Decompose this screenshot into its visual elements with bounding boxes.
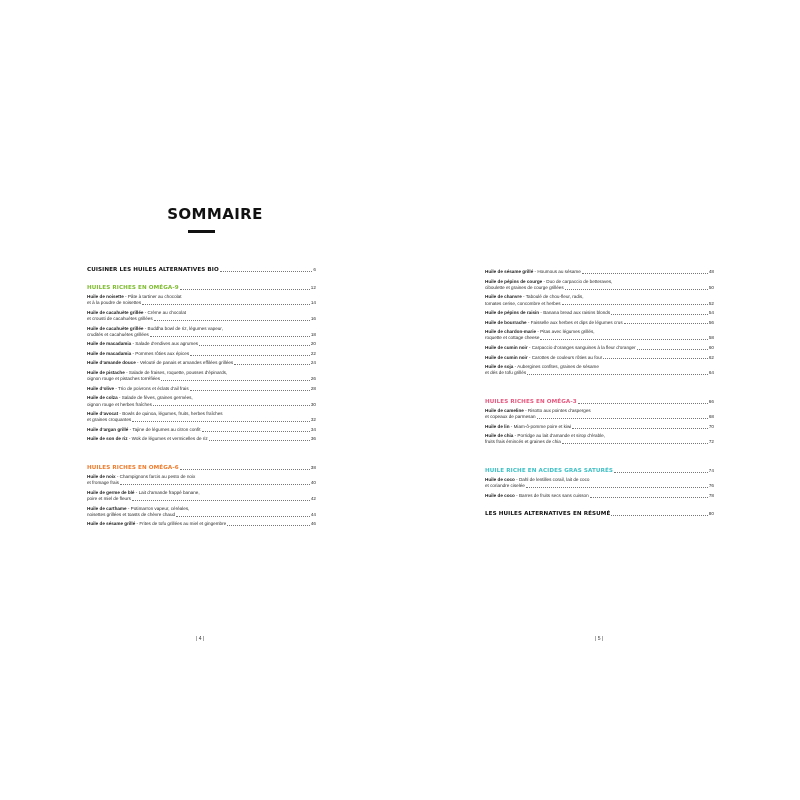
toc-entry[interactable] (87, 490, 316, 502)
toc-entry[interactable] (87, 506, 316, 518)
leader-dots (614, 472, 708, 473)
recipe-name: oignon rouge et pistaches torréfiées (87, 376, 161, 382)
recipe-name: - Trio de poivrons et éclats d’ail frais (114, 385, 189, 391)
toc-section-heading[interactable] (87, 266, 316, 273)
recipe-name: - Velouté de panais et amandes effilées grillées (135, 360, 234, 366)
oil-name: Huile de cacahuète grillée (87, 325, 144, 331)
entry-page: 56 (708, 319, 714, 325)
entry-page: 48 (708, 268, 714, 274)
spacer (485, 502, 714, 510)
entry-page: 36 (310, 436, 316, 442)
toc-entry[interactable] (485, 294, 714, 306)
toc-entry-line (87, 360, 316, 366)
page-number-right: | 5 | (595, 636, 604, 642)
section-title: LES HUILES ALTERNATIVES EN RÉSUMÉ (485, 511, 611, 518)
toc-entry-line (485, 310, 714, 316)
recipe-name: - Wok de légumes et vermicelles de riz (127, 436, 208, 442)
recipe-name: - Champignons farcis au pesto de noix (115, 474, 196, 480)
recipe-name: - Barres de fruits secs sans cuisson (514, 492, 589, 498)
entry-text (87, 496, 131, 502)
oil-name: Huile de cameline (485, 407, 524, 413)
section-title: HUILES RICHES EN OMÉGA-3 (485, 398, 577, 405)
toc-entry-line (485, 355, 714, 361)
toc-entry[interactable] (87, 310, 316, 322)
toc-entry[interactable] (485, 433, 714, 445)
title-underline (188, 230, 215, 233)
oil-name: Huile de son de riz (87, 436, 128, 442)
recipe-name: - Pommes rôties aux épices (131, 350, 190, 356)
entry-text (485, 345, 636, 351)
toc-section-heading[interactable] (485, 467, 714, 474)
recipe-name: - Potimarron vapeur, céréales, (126, 505, 190, 511)
recipe-name: - Lait d’amande frappé banane, (134, 489, 200, 495)
recipe-name: - Frites de tofu grillées au miel et gingembre (135, 521, 227, 527)
toc-entry-line (485, 370, 714, 376)
recipe-name: - Bowls de quinoa, légumes, fruits, herbes fraîches (118, 411, 223, 417)
oil-name: Huile de germe de blé (87, 489, 135, 495)
toc-entry-line (87, 427, 316, 433)
entry-text (87, 402, 152, 408)
entry-text (87, 427, 201, 433)
toc-entry[interactable] (87, 411, 316, 423)
toc-entry[interactable] (87, 386, 316, 392)
oil-name: Huile de cumin noir (485, 345, 528, 351)
leader-dots (199, 345, 310, 346)
toc-section-heading[interactable] (485, 510, 714, 517)
oil-name: Huile d’amande douce (87, 360, 136, 366)
toc-entry-line (87, 332, 316, 338)
toc-entry-line (485, 414, 714, 420)
oil-name: Huile d’avocat (87, 411, 119, 417)
spacer (87, 446, 316, 464)
entry-text (87, 351, 189, 357)
leader-dots (582, 273, 708, 274)
toc-entry-line (87, 521, 316, 527)
recipe-name: crudités et cacahuètes grillées (87, 331, 149, 337)
section-title: CUISINER LES HUILES ALTERNATIVES BIO (87, 266, 219, 273)
toc-entry[interactable] (485, 408, 714, 420)
section-page: 74 (708, 467, 714, 473)
entry-page: 54 (708, 310, 714, 316)
oil-name: Huile d’argan grillé (87, 426, 129, 432)
oil-name: Huile de chanvre (485, 294, 522, 300)
toc-entry-line (485, 483, 714, 489)
oil-name: Huile de sésame grillé (485, 268, 534, 274)
toc-entry[interactable] (87, 436, 316, 442)
oil-name: Huile de carthame (87, 505, 127, 511)
leader-dots (161, 380, 310, 381)
toc-entry[interactable] (485, 320, 714, 326)
spacer (485, 449, 714, 467)
toc-section-heading[interactable] (87, 284, 316, 291)
toc-entry-line (87, 316, 316, 322)
recipe-name: - Miam-ô-pomme poire et kiwi (509, 423, 572, 429)
toc-entry[interactable] (485, 364, 714, 376)
entry-text (87, 386, 189, 392)
leader-dots (153, 405, 310, 406)
toc-entry[interactable] (485, 269, 714, 275)
oil-name: Huile de chardon-marie (485, 329, 537, 335)
recipe-name: - Houmous au sésame (533, 268, 581, 274)
oil-name: Huile d’olive (87, 385, 115, 391)
entry-page: 76 (708, 483, 714, 489)
recipe-name: - Dahl de lentilles corail, lait de coco (514, 477, 590, 483)
leader-dots (624, 323, 708, 324)
recipe-name: - Salade de fraises, roquette, pousses d’épinards, (124, 370, 228, 376)
recipe-name: poire et miel de fleurs (87, 496, 131, 501)
recipe-name: - Duo de carpaccio de betteraves, (542, 278, 613, 284)
oil-name: Huile de coco (485, 492, 515, 498)
section-page: 66 (708, 398, 714, 404)
toc-entry[interactable] (87, 395, 316, 407)
toc-entry[interactable] (87, 370, 316, 382)
entry-text (485, 310, 610, 316)
toc-entry-line (485, 439, 714, 445)
toc-section-heading[interactable] (87, 464, 316, 471)
leader-dots (540, 339, 707, 340)
recipe-name: et coriandre ciselée (485, 483, 525, 489)
oil-name: Huile de chia (485, 433, 514, 439)
leader-dots (527, 374, 708, 375)
recipe-name: noisettes grillées et toasts de chèvre chaud (87, 511, 176, 517)
oil-name: Huile de noix (87, 474, 116, 480)
recipe-name: - Salade de fèves, graines germées, (117, 395, 193, 401)
oil-name: Huile de noisette (87, 293, 124, 299)
entry-page: 42 (310, 496, 316, 501)
toc-entry-line (87, 480, 316, 486)
toc-entry[interactable] (87, 294, 316, 306)
entry-text (87, 316, 153, 322)
recipe-name: - Risotto aux pointes d’asperges (523, 407, 591, 413)
leader-dots (637, 349, 708, 350)
recipe-name: oignon rouge et herbes fraîches (87, 401, 152, 407)
recipe-name: - Carottes de couleurs rôties au four (527, 354, 603, 360)
recipe-name: - Carpaccio d’oranges sanguines à la fleur d’oranger (527, 345, 636, 351)
toc-section-heading[interactable] (485, 398, 714, 405)
leader-dots (150, 336, 310, 337)
oil-name: Huile de macadamia (87, 341, 132, 347)
entry-text (485, 269, 581, 275)
section-page: 38 (310, 464, 316, 470)
toc-entry-line (87, 341, 316, 347)
recipe-name: - Porridge au lait d’amande et sirop d’érable, (513, 433, 606, 439)
toc-entry-line (87, 402, 316, 408)
entry-page: 28 (310, 385, 316, 391)
entry-text (485, 439, 561, 445)
oil-name: Huile de sésame grillé (87, 521, 136, 527)
section-page: 12 (310, 284, 316, 290)
toc-left-column (87, 266, 316, 531)
entry-page: 52 (708, 300, 714, 306)
entry-text (87, 300, 141, 306)
toc-entry-line (87, 436, 316, 442)
leader-dots (526, 487, 708, 488)
entry-text (485, 335, 539, 341)
section-page: 6 (313, 266, 316, 272)
entry-text (485, 493, 589, 499)
toc-entry[interactable] (87, 341, 316, 347)
leader-dots (176, 516, 310, 517)
toc-entry-line (485, 493, 714, 499)
leader-dots (227, 525, 310, 526)
leader-dots (572, 428, 708, 429)
entry-page: 22 (310, 350, 316, 356)
toc-entry-line (485, 301, 714, 307)
toc-entry[interactable] (87, 326, 316, 338)
toc-entry-line (485, 335, 714, 341)
entry-text (87, 341, 198, 347)
page-title: SOMMAIRE (167, 205, 263, 223)
recipe-name: et fromage frais (87, 480, 119, 486)
entry-page: 58 (708, 335, 714, 341)
recipe-name: - Faisselle aux herbes et dips de légumes crus (526, 319, 623, 325)
entry-page: 78 (708, 492, 714, 498)
toc-entry-line (87, 351, 316, 357)
leader-dots (537, 418, 708, 419)
entry-text (87, 512, 175, 518)
toc-entry[interactable] (485, 493, 714, 499)
toc-entry-line (485, 424, 714, 430)
toc-entry[interactable] (485, 424, 714, 430)
recipe-name: et copeaux de parmesan (485, 414, 536, 420)
toc-entry-line (87, 300, 316, 306)
entry-page: 50 (708, 284, 714, 290)
leader-dots (154, 320, 310, 321)
toc-entry[interactable] (87, 474, 316, 486)
entry-text (485, 320, 623, 326)
recipe-name: - Tajine de légumes au citron confit (128, 426, 201, 432)
toc-entry-line (87, 417, 316, 423)
recipe-name: tomates cerise, concombre et herbes (485, 300, 561, 306)
toc-entry-line (485, 345, 714, 351)
spacer (485, 380, 714, 398)
recipe-name: - Pâte à tartiner au chocolat (123, 293, 182, 299)
recipe-name: - Buddha bowl de riz, légumes vapeur, (143, 325, 223, 331)
toc-entry[interactable] (485, 329, 714, 341)
entry-page: 60 (708, 345, 714, 351)
recipe-name: ciboulette et graines de courge grillées (485, 284, 564, 290)
leader-dots (565, 289, 708, 290)
entry-text (87, 332, 149, 338)
entry-page: 70 (708, 423, 714, 429)
entry-text (87, 521, 226, 527)
entry-page: 40 (310, 480, 316, 486)
entry-page: 34 (310, 426, 316, 432)
leader-dots (180, 289, 310, 290)
leader-dots (611, 314, 708, 315)
leader-dots (202, 431, 310, 432)
recipe-name: fruits frais émincés et graines de chia (485, 439, 561, 445)
leader-dots (209, 440, 310, 441)
oil-name: Huile de macadamia (87, 350, 132, 356)
oil-name: Huile de pépins de courge (485, 278, 543, 284)
entry-page: 72 (708, 439, 714, 445)
entry-text (485, 424, 571, 430)
oil-name: Huile de lin (485, 423, 510, 429)
entry-page: 64 (708, 370, 714, 376)
recipe-name: - Crème au chocolat (143, 309, 187, 315)
entry-page: 14 (310, 300, 316, 306)
section-title: HUILES RICHES EN OMÉGA-9 (87, 284, 179, 291)
toc-entry[interactable] (87, 427, 316, 433)
toc-entry[interactable] (485, 310, 714, 316)
entry-text (485, 285, 564, 291)
recipe-name: - Pitas avec légumes grillés, (536, 329, 595, 335)
oil-name: Huile de colza (87, 395, 118, 401)
recipe-name: et crousti de cacahuètes grillées (87, 315, 153, 321)
entry-page: 46 (310, 521, 316, 527)
entry-page: 44 (310, 511, 316, 517)
leader-dots (190, 355, 310, 356)
leader-dots (603, 358, 708, 359)
leader-dots (590, 497, 708, 498)
entry-page: 18 (310, 331, 316, 337)
entry-text (485, 301, 561, 307)
recipe-name: - Salade d’endives aux agrumes (131, 341, 199, 347)
oil-name: Huile de cumin noir (485, 354, 528, 360)
leader-dots (120, 484, 310, 485)
oil-name: Huile de pistache (87, 370, 125, 376)
entry-text (87, 436, 208, 442)
toc-entry[interactable] (87, 351, 316, 357)
leader-dots (234, 364, 310, 365)
recipe-name: et dés de tofu grillés (485, 370, 527, 376)
toc-entry[interactable] (87, 360, 316, 366)
section-title: HUILES RICHES EN OMÉGA-6 (87, 464, 179, 471)
recipe-name: - Aubergines confites, graines de sésame (513, 364, 599, 370)
entry-page: 16 (310, 315, 316, 321)
toc-right-column (485, 269, 714, 520)
recipe-name: et graines croquantes (87, 417, 132, 423)
section-page: 80 (708, 511, 714, 517)
recipe-name: roquette et cottage cheese (485, 335, 540, 341)
entry-page: 32 (310, 417, 316, 423)
oil-name: Huile de coco (485, 477, 515, 483)
entry-text (87, 480, 119, 486)
entry-text (485, 414, 536, 420)
toc-entry[interactable] (485, 345, 714, 351)
recipe-name: - Banana bread aux raisins blonds (539, 310, 611, 316)
entry-text (485, 483, 525, 489)
leader-dots (220, 271, 313, 272)
entry-page: 68 (708, 414, 714, 420)
toc-entry-line (87, 376, 316, 382)
toc-entry-line (87, 512, 316, 518)
toc-entry-line (485, 285, 714, 291)
toc-entry-line (485, 320, 714, 326)
oil-name: Huile de bourrache (485, 319, 527, 325)
entry-text (87, 417, 131, 423)
section-title: HUILE RICHE EN ACIDES GRAS SATURÉS (485, 467, 614, 474)
toc-entry-line (87, 386, 316, 392)
spacer (87, 276, 316, 284)
toc-entry-line (87, 496, 316, 502)
leader-dots (562, 443, 708, 444)
toc-entry[interactable] (485, 355, 714, 361)
entry-page: 30 (310, 401, 316, 407)
leader-dots (578, 403, 708, 404)
entry-page: 62 (708, 354, 714, 360)
entry-page: 26 (310, 376, 316, 382)
toc-entry-line (485, 269, 714, 275)
toc-entry[interactable] (485, 279, 714, 291)
recipe-name: - Taboulé de chou-fleur, radis, (521, 294, 584, 300)
oil-name: Huile de cacahuète grillée (87, 309, 144, 315)
toc-entry[interactable] (485, 477, 714, 489)
leader-dots (132, 500, 310, 501)
entry-page: 24 (310, 360, 316, 366)
entry-text (87, 360, 233, 366)
entry-text (485, 370, 526, 376)
leader-dots (180, 469, 310, 470)
recipe-name: et à la poudre de noisettes (87, 300, 142, 306)
leader-dots (142, 304, 310, 305)
entry-text (87, 376, 160, 382)
oil-name: Huile de pépins de raisin (485, 310, 540, 316)
oil-name: Huile de soja (485, 364, 514, 370)
leader-dots (190, 390, 310, 391)
leader-dots (562, 304, 708, 305)
leader-dots (132, 421, 310, 422)
entry-text (485, 355, 602, 361)
toc-entry[interactable] (87, 521, 316, 527)
leader-dots (611, 515, 707, 516)
entry-page: 20 (310, 341, 316, 347)
page-number-left: | 4 | (196, 636, 205, 642)
